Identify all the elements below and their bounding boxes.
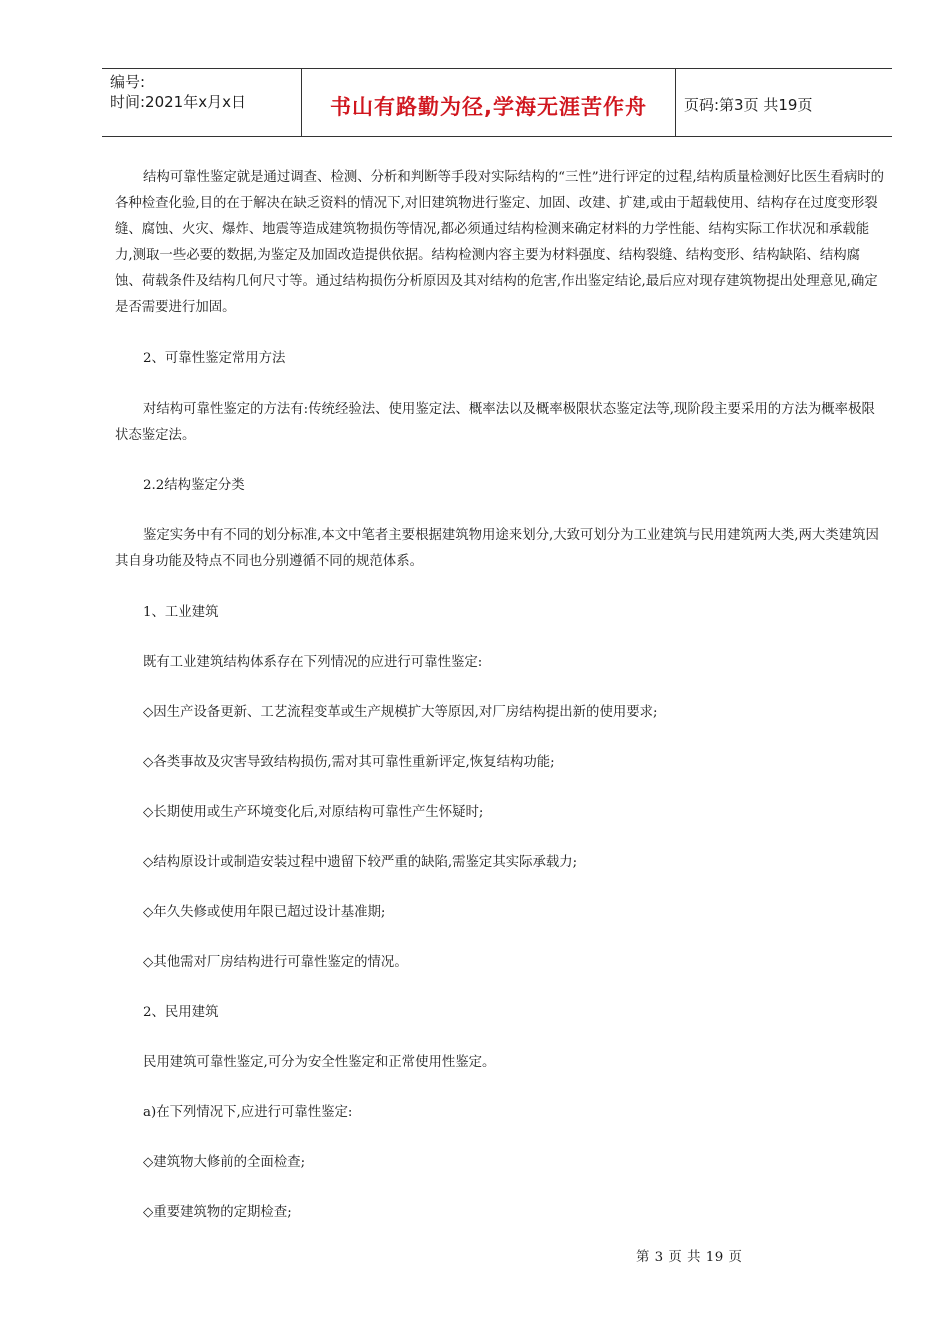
header-motto: 书山有路勤为径,学海无涯苦作舟 (302, 69, 676, 136)
list-item: ◇重要建筑物的定期检查; (143, 1205, 292, 1220)
classification-paragraph: 鉴定实务中有不同的划分标准,本文中笔者主要根据建筑物用途来划分,大致可划分为工业建筑与民用建筑两大类,两大类建筑因其自身功能及特点不同也分别遵循不同的规范体系。 (115, 528, 879, 569)
page-footer: 第 3 页 共 19 页 (636, 1250, 743, 1265)
section-heading-classification: 2.2结构鉴定分类 (143, 478, 245, 493)
header-meta (102, 69, 302, 136)
page-header (102, 68, 892, 137)
time-label: 时间:2021年x月x日 (110, 93, 246, 111)
list-item: ◇各类事故及灾害导致结构损伤,需对其可靠性重新评定,恢复结构功能; (143, 755, 555, 770)
civil-sub-heading: a)在下列情况下,应进行可靠性鉴定: (143, 1105, 353, 1120)
list-item: ◇结构原设计或制造安装过程中遗留下较严重的缺陷,需鉴定其实际承载力; (143, 855, 578, 870)
list-item: ◇年久失修或使用年限已超过设计基准期; (143, 905, 386, 920)
document-body (115, 165, 885, 1226)
industrial-intro: 既有工业建筑结构体系存在下列情况的应进行可靠性鉴定: (143, 655, 483, 670)
header-page-info: 页码:第3页 共19页 (684, 96, 813, 114)
list-item: ◇其他需对厂房结构进行可靠性鉴定的情况。 (143, 955, 408, 970)
list-item: ◇因生产设备更新、工艺流程变革或生产规模扩大等原因,对厂房结构提出新的使用要求; (143, 705, 658, 720)
number-label: 编号: (110, 73, 146, 91)
list-item: ◇长期使用或生产环境变化后,对原结构可靠性产生怀疑时; (143, 805, 484, 820)
intro-paragraph: 结构可靠性鉴定就是通过调查、检测、分析和判断等手段对实际结构的“三性”进行评定的过程,结构质量检测好比医生看病时的各种检查化验,目的在于解决在缺乏资料的情况下,对旧建筑物进行鉴定、加固、改建、扩建,或由于超载使用、结构存在过度变形裂缝、腐蚀、火灾、爆炸、地震等造成建筑物损伤等情况,都必须通过结构检测来确定材料的力学性能、结构实际工作状况和承载能力,测取一些必要的数据,为鉴定及加固改造提供依据。结构检测内容主要为材料强度、结构裂缝、结构变形、结构缺陷、结构腐蚀、荷载条件及结构几何尺寸等。通过结构损伤分析原因及其对结构的危害,作出鉴定结论,最后应对现存建筑物提出处理意见,确定是否需要进行加固。 (115, 170, 885, 315)
section-heading-civil: 2、民用建筑 (143, 1005, 219, 1020)
civil-intro: 民用建筑可靠性鉴定,可分为安全性鉴定和正常使用性鉴定。 (143, 1055, 496, 1070)
list-item: ◇建筑物大修前的全面检查; (143, 1155, 306, 1170)
section-heading-methods: 2、可靠性鉴定常用方法 (143, 351, 286, 366)
section-heading-industrial: 1、工业建筑 (143, 605, 219, 620)
methods-paragraph: 对结构可靠性鉴定的方法有:传统经验法、使用鉴定法、概率法以及概率极限状态鉴定法等,现阶段主要采用的方法为概率极限状态鉴定法。 (115, 402, 875, 443)
